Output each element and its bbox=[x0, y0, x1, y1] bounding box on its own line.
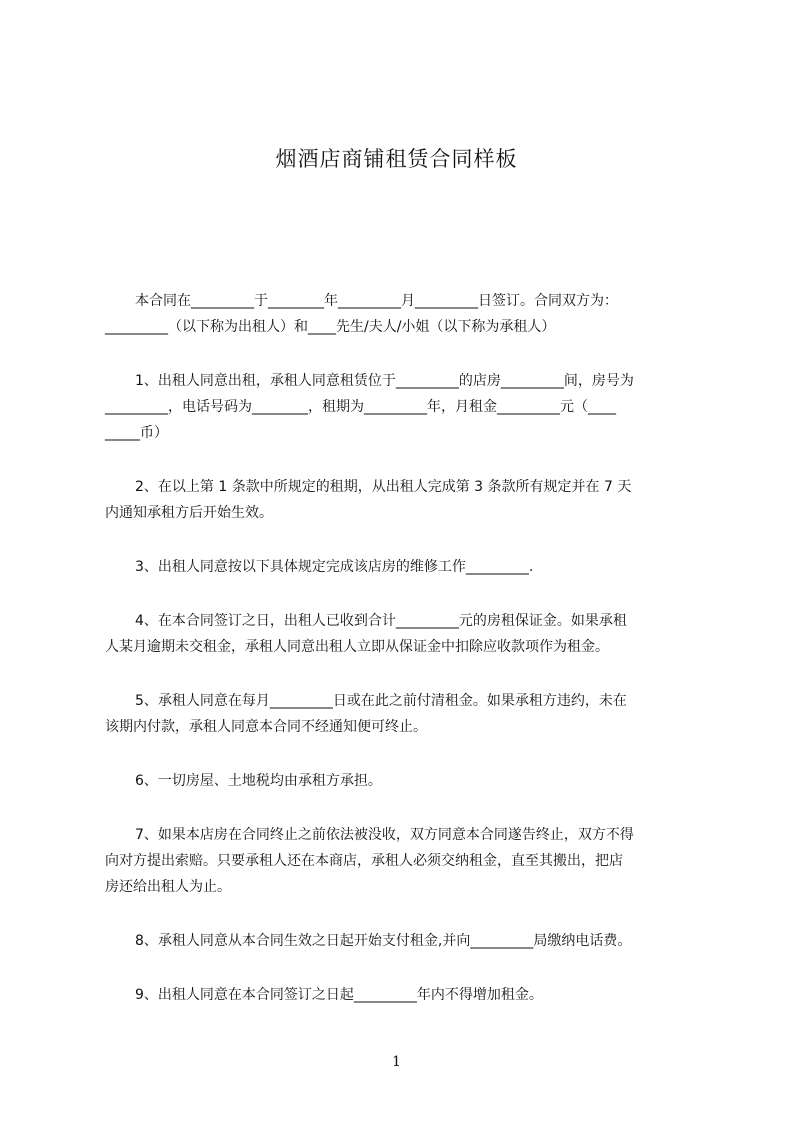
paragraph-line: 1、出租人同意出租，承租人同意租赁位于_________的店房_________间，房号为 bbox=[135, 373, 634, 389]
paragraph-clause-1 bbox=[105, 368, 705, 446]
paragraph-clause-9 bbox=[105, 982, 705, 1008]
paragraph-line: 3、出租人同意按以下具体规定完成该店房的维修工作_________. bbox=[135, 559, 534, 575]
paragraph-line: 9、出租人同意在本合同签订之日起_________年内不得增加租金。 bbox=[135, 987, 543, 1003]
paragraph-clause-8 bbox=[105, 928, 705, 954]
paragraph-line: 5、承租人同意在每月_________日或在此之前付清租金。如果承租方违约，未在 bbox=[135, 693, 627, 709]
paragraph-line: 该期内付款，承租人同意本合同不经通知便可终止。 bbox=[105, 719, 427, 735]
paragraph-intro bbox=[105, 288, 705, 340]
paragraph-line: 7、如果本店房在合同终止之前依法被没收，双方同意本合同遂告终止，双方不得 bbox=[135, 827, 634, 843]
paragraph-clause-4 bbox=[105, 608, 705, 660]
paragraph-clause-2 bbox=[105, 474, 705, 526]
paragraph-line: 4、在本合同签订之日，出租人已收到合计_________元的房租保证金。如果承租 bbox=[135, 613, 627, 629]
paragraph-line: _________（以下称为出租人）和____先生/夫人/小姐（以下称为承租人） bbox=[105, 319, 556, 335]
paragraph-clause-5 bbox=[105, 688, 705, 740]
paragraph-line: 向对方提出索赔。只要承租人还在本商店，承租人必须交纳租金，直至其搬出，把店 bbox=[105, 853, 623, 869]
paragraph-line: _________，电话号码为________，租期为_________年，月租金_________元（____ bbox=[105, 399, 616, 415]
page-number: 1 bbox=[392, 1054, 401, 1070]
paragraph-line: 2、在以上第 1 条款中所规定的租期，从出租人完成第 3 条款所有规定并在 7 天 bbox=[135, 479, 632, 495]
paragraph-line: 8、承租人同意从本合同生效之日起开始支付租金,并向_________局缴纳电话费。 bbox=[135, 933, 632, 949]
paragraph-line: 内通知承租方后开始生效。 bbox=[105, 505, 273, 521]
paragraph-clause-7 bbox=[105, 822, 705, 900]
paragraph-line: 6、一切房屋、土地税均由承租方承担。 bbox=[135, 773, 382, 789]
paragraph-line: 房还给出租人为止。 bbox=[105, 879, 231, 895]
paragraph-line: 本合同在_________于________年_________月_________日签订。合同双方为： bbox=[135, 293, 618, 309]
paragraph-line: _____币） bbox=[105, 425, 168, 441]
paragraph-clause-6 bbox=[105, 768, 705, 794]
paragraph-clause-3 bbox=[105, 554, 705, 580]
paragraph-line: 人某月逾期未交租金，承租人同意出租人立即从保证金中扣除应收款项作为租金。 bbox=[105, 639, 609, 655]
document-title: 烟酒店商铺租赁合同样板 bbox=[275, 147, 518, 171]
